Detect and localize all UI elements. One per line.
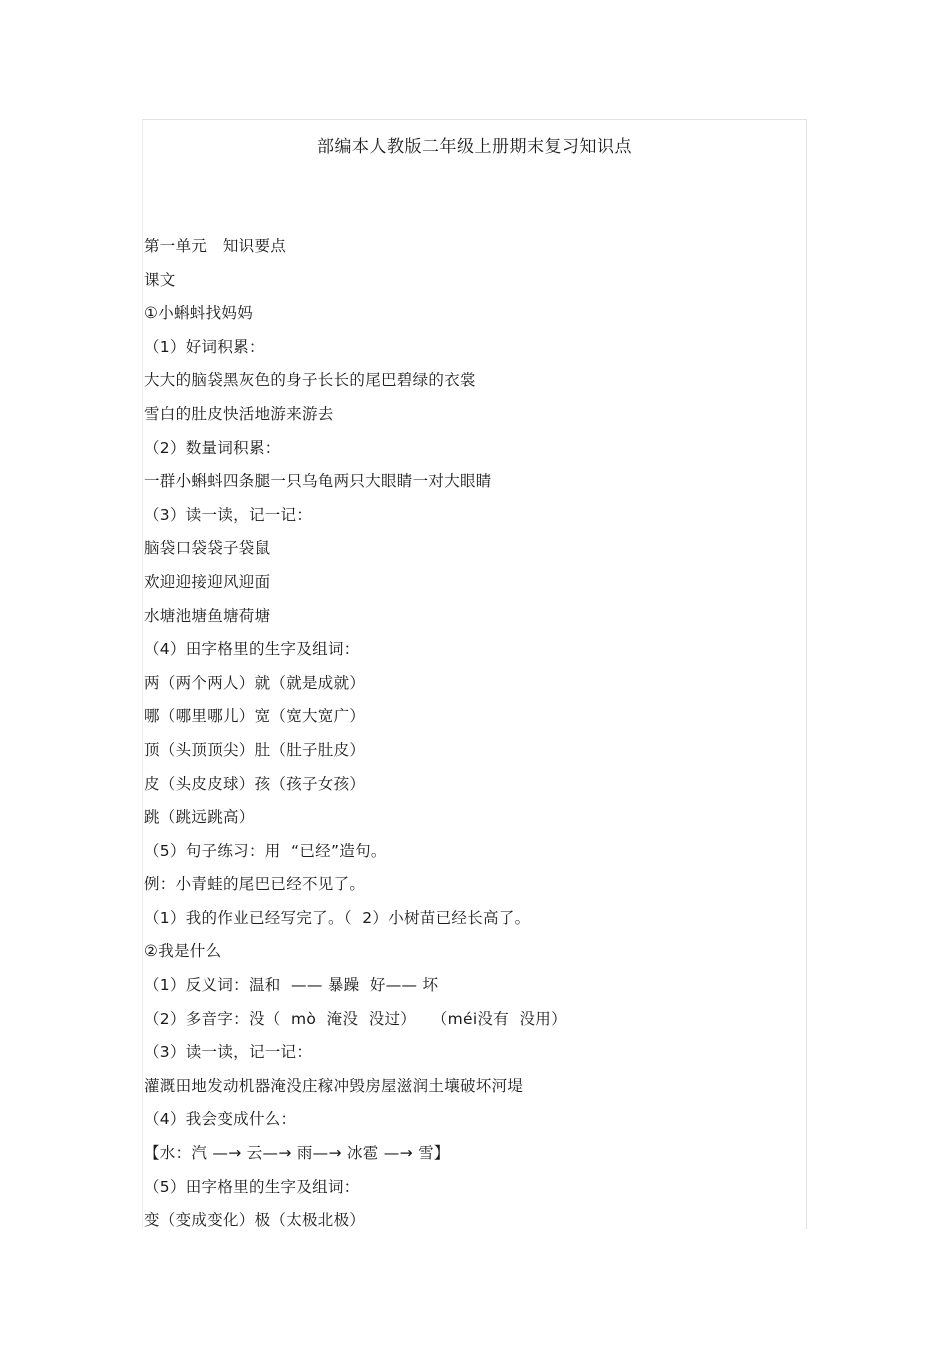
text-line: （4）田字格里的生字及组词： — [144, 640, 360, 659]
text-line: 灌溉田地发动机器淹没庄稼冲毁房屋滋润土壤破坏河堤 — [144, 1076, 524, 1095]
text-line: 变（变成变化）极（太极北极） — [144, 1211, 366, 1230]
text-line: 水塘池塘鱼塘荷塘 — [144, 606, 271, 625]
text-line: 顶（头顶顶尖）肚（肚子肚皮） — [144, 740, 366, 759]
text-line: 例：小青蛙的尾巴已经不见了。 — [144, 875, 366, 894]
text-line: （5）句子练习：用 “已经”造句。 — [144, 841, 387, 860]
text-line: 雪白的肚皮快活地游来游去 — [144, 404, 334, 423]
text-line: 脑袋口袋袋子袋鼠 — [144, 539, 271, 558]
text-line: （2）数量词积累： — [144, 438, 281, 457]
text-line: ②我是什么 — [144, 942, 222, 961]
text-line: （4）我会变成什么： — [144, 1110, 297, 1129]
text-line: （2）多音字：没（ mò 淹没 没过） （méi没有 没用） — [144, 1009, 567, 1028]
text-line: 两（两个两人）就（就是成就） — [144, 673, 366, 692]
text-line: （3）读一读，记一记： — [144, 505, 313, 524]
text-line: （5）田字格里的生字及组词： — [144, 1177, 360, 1196]
text-line: 欢迎迎接迎风迎面 — [144, 572, 271, 591]
text-line: （1）好词积累： — [144, 337, 265, 356]
text-line: （1）反义词：温和 —— 暴躁 好—— 坏 — [144, 976, 439, 995]
text-line: 跳（跳远跳高） — [144, 808, 255, 827]
text-line: （3）读一读，记一记： — [144, 1043, 313, 1062]
document-title: 部编本人教版二年级上册期末复习知识点 — [317, 137, 632, 157]
text-line: 皮（头皮皮球）孩（孩子女孩） — [144, 774, 366, 793]
text-line: 哪（哪里哪儿）宽（宽大宽广） — [144, 707, 366, 726]
text-line: 第一单元 知识要点 — [144, 237, 287, 255]
text-line: （1）我的作业已经写完了。（ 2）小树苗已经长高了。 — [144, 908, 531, 927]
text-line: ①小蝌蚪找妈妈 — [144, 304, 253, 323]
text-line: 【水：汽 —→ 云—→ 雨—→ 冰雹 —→ 雪】 — [144, 1144, 450, 1163]
document-body — [144, 236, 804, 1244]
text-line: 课文 — [144, 270, 176, 289]
text-line: 大大的脑袋黑灰色的身子长长的尾巴碧绿的衣裳 — [144, 371, 476, 390]
text-line: 一群小蝌蚪四条腿一只乌龟两只大眼睛一对大眼睛 — [144, 472, 492, 491]
